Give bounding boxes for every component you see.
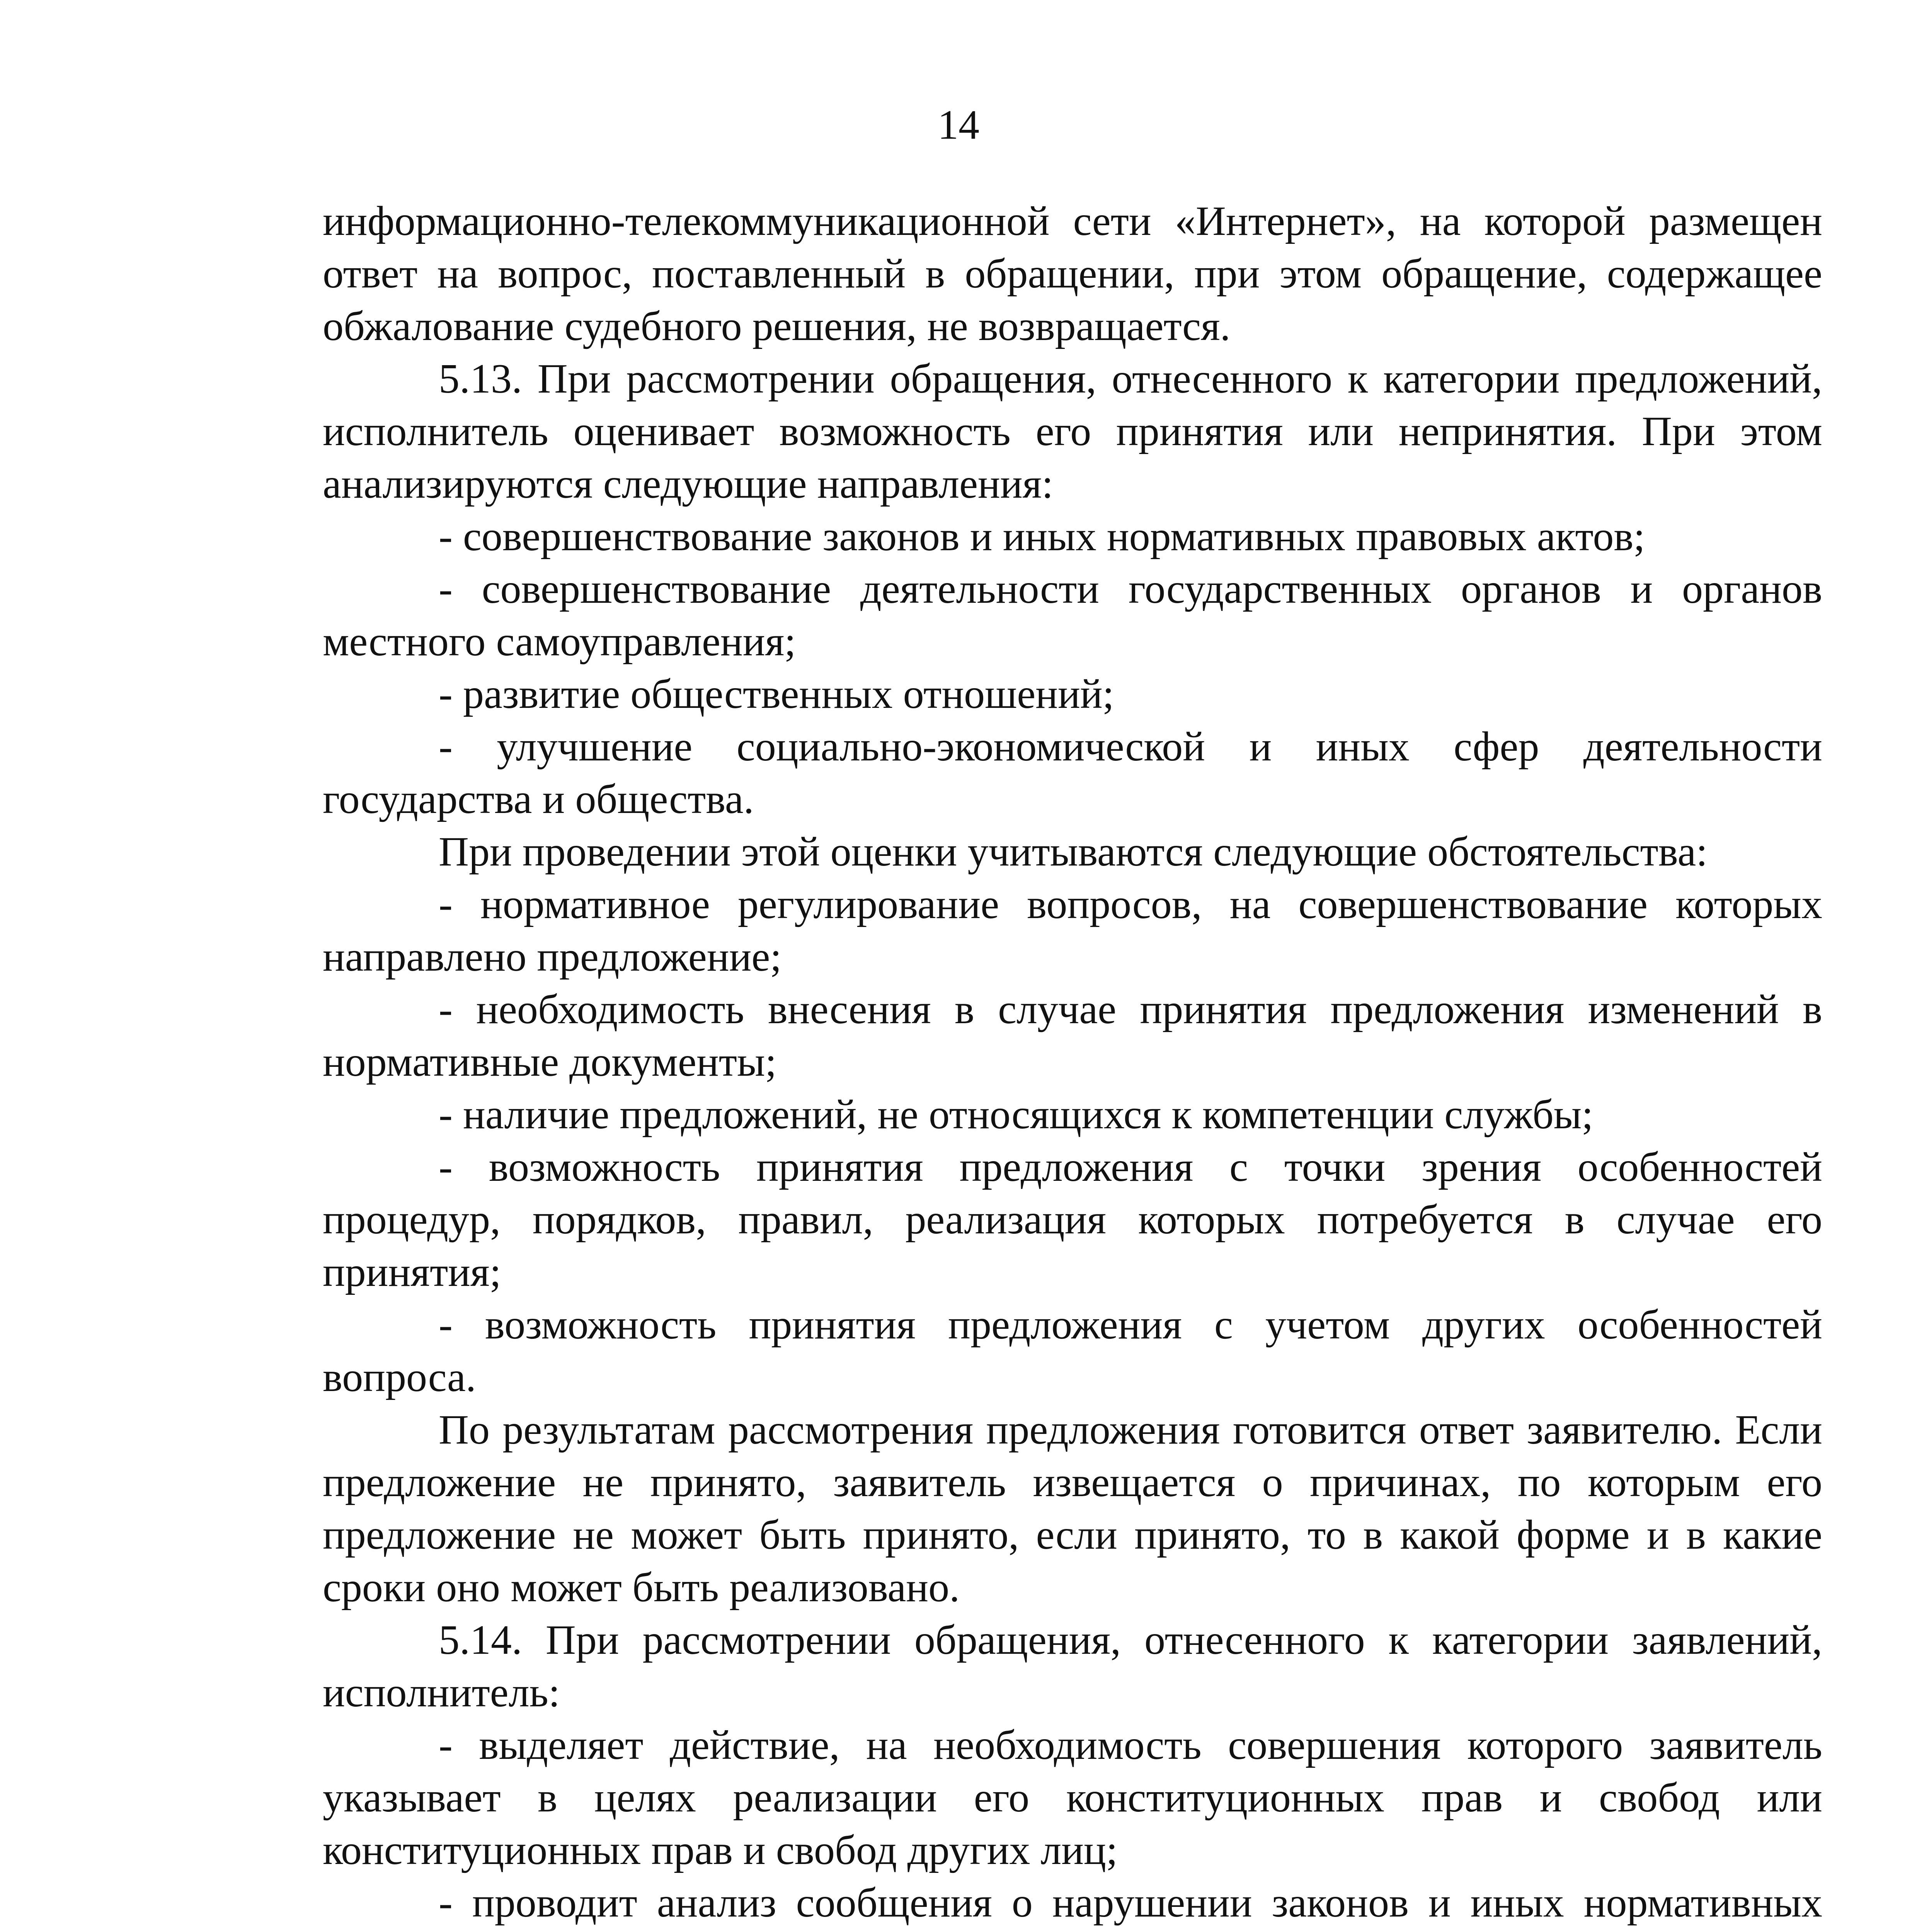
list-item: - совершенствование деятельности государственных органов и органов местного самоуправления; (323, 566, 1822, 665)
paragraph-5-14: 5.14. При рассмотрении обращения, отнесенного к категории заявлений, исполнитель: (323, 1617, 1822, 1716)
paragraph-results: По результатам рассмотрения предложения готовится ответ заявителю. Если предложение не принято, заявитель извещается о причинах, по которым его предложение не может быть принято, если принято, то в какой форме и в какие сроки оно может быть реализовано. (323, 1407, 1822, 1611)
list-item: - проводит анализ сообщения о нарушении законов и иных нормативных (439, 1880, 1822, 1926)
list-item: - улучшение социально-экономической и иных сфер деятельности государства и общества. (323, 724, 1822, 822)
list-item: - возможность принятия предложения с учетом других особенностей вопроса. (323, 1302, 1822, 1400)
paragraph-continuation: информационно-телекоммуникационной сети «Интернет», на которой размещен ответ на вопрос, поставленный в обращении, при этом обращение, содержащее обжалование судебного решения, не возвращается. (323, 198, 1822, 349)
list-item: - развитие общественных отношений; (439, 671, 1114, 717)
paragraph-5-13: 5.13. При рассмотрении обращения, отнесенного к категории предложений, исполнитель оценивает возможность его принятия или непринятия. При этом анализируются следующие направления: (323, 356, 1822, 507)
list-item: - совершенствование законов и иных нормативных правовых актов; (439, 514, 1645, 560)
list-item: - возможность принятия предложения с точки зрения особенностей процедур, порядков, правил, реализация которых потребуется в случае его принятия; (323, 1144, 1822, 1295)
list-item: - нормативное регулирование вопросов, на совершенствование которых направлено предложение; (323, 881, 1822, 980)
paragraph-assessment-circumstances: При проведении этой оценки учитываются следующие обстоятельства: (439, 829, 1708, 875)
list-item: - выделяет действие, на необходимость совершения которого заявитель указывает в целях реализации его конституционных прав и свобод или конституционных прав и свобод других лиц; (323, 1722, 1822, 1873)
list-item: - наличие предложений, не относящихся к компетенции службы; (439, 1092, 1594, 1138)
document-body (323, 195, 1822, 1932)
list-item: - необходимость внесения в случае принятия предложения изменений в нормативные документы; (323, 986, 1822, 1085)
page-number: 14 (938, 102, 979, 148)
